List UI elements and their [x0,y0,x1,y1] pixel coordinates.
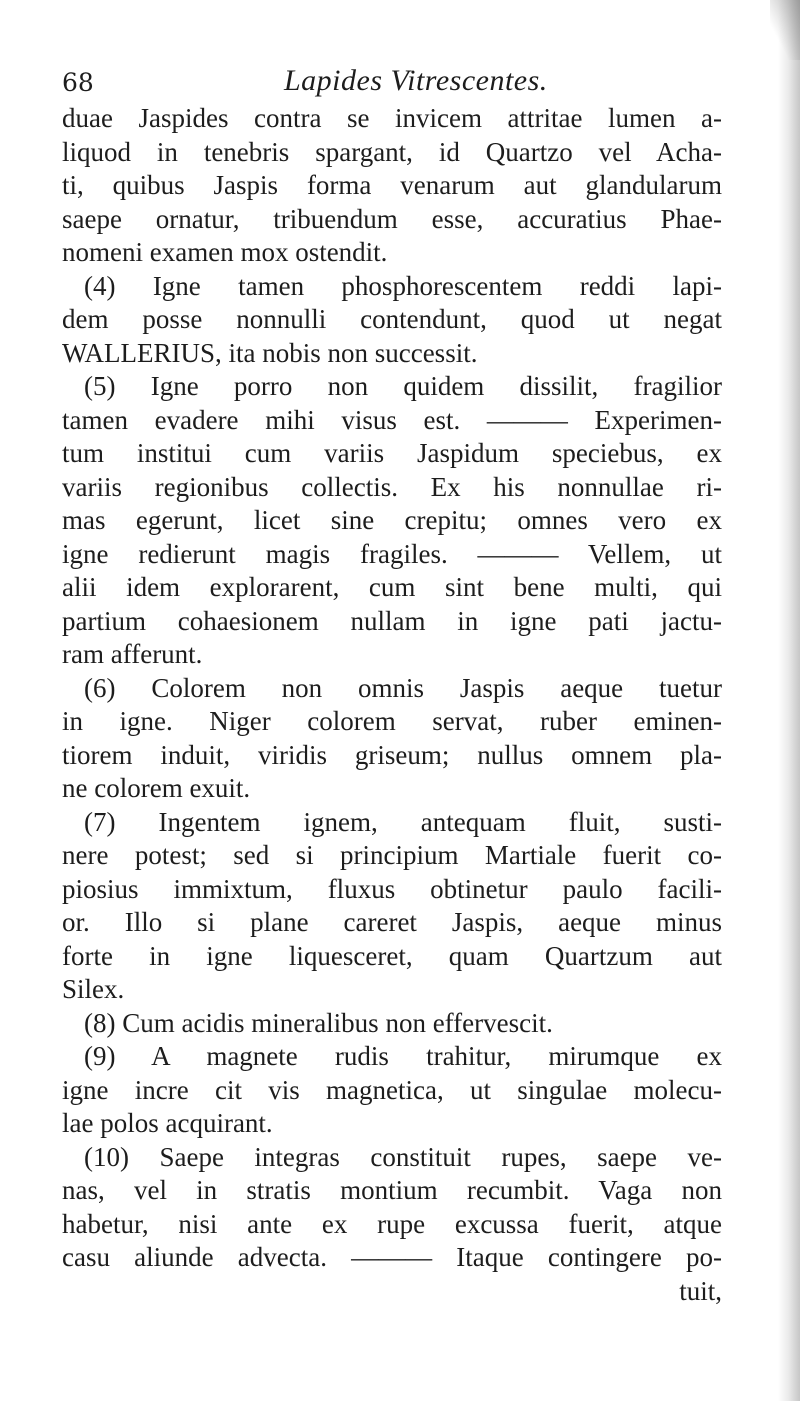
text-line: liquod in tenebris spargant, id Quartzo vel Acha- [62,136,722,167]
page-edge-shadow [778,0,800,1401]
text-line: in igne. Niger colorem servat, ruber eminen- [62,706,722,736]
page-number: 68 [62,68,94,97]
page-header [62,62,722,102]
paragraph-4-start: (4) Igne tamen phosphorescentem reddi lapi- [84,270,722,301]
text-line: tamen evadere mihi visus est. ——— Experimen- [62,404,722,435]
text-line: ne colorem exuit. [62,773,251,803]
text-line: habetur, nisi ante ex rupe excussa fuerit, atque [62,1208,722,1239]
text-line: mas egerunt, licet sine crepitu; omnes vero ex [62,505,722,535]
catchword: tuit, [679,1275,722,1306]
text-line: WALLERIUS, ita nobis non successit. [62,337,478,368]
text-line: igne incre cit vis magnetica, ut singulae molecu- [62,1074,722,1105]
text-line: tum institui cum variis Jaspidum speciebus, ex [62,438,722,468]
paragraph-7-start: (7) Ingentem ignem, antequam fluit, susti- [84,806,722,837]
text-line: piosius immixtum, fluxus obtinetur paulo facili- [62,873,722,904]
text-line: partium cohaesionem nullam in igne pati jactu- [62,605,722,636]
text-line: casu aliunde advecta. ——— Itaque contingere po- [62,1242,722,1272]
paragraph-6-start: (6) Colorem non omnis Jaspis aeque tuetur [84,672,722,703]
text-line: nere potest; sed si principium Martiale fuerit co- [62,840,722,870]
paragraph-8: (8) Cum acidis mineralibus non effervescit. [84,1007,553,1038]
paragraph-5-start: (5) Igne porro non quidem dissilit, fragilior [84,371,722,401]
running-title: Lapides Vitrescentes. [284,64,548,97]
paragraph-10-start: (10) Saepe integras constituit rupes, saepe ve- [84,1141,722,1172]
text-line: ram afferunt. [62,639,203,669]
text-line: duae Jaspides contra se invicem attritae lumen a- [62,103,722,133]
text-line: dem posse nonnulli contendunt, quod ut negat [62,304,722,334]
text-line: alii idem explorarent, cum sint bene multi, qui [62,572,722,602]
paragraph-9-start: (9) A magnete rudis trahitur, mirumque ex [84,1041,722,1071]
text-line: Silex. [62,974,125,1004]
text-line: saepe ornatur, tribuendum esse, accuratius Phae- [62,203,722,234]
text-line: nomeni examen mox ostendit. [62,237,388,267]
text-line: ti, quibus Jaspis forma venarum aut glandularum [62,170,722,200]
body-text [62,102,722,1308]
text-line: lae polos acquirant. [62,1108,273,1138]
text-line: or. Illo si plane careret Jaspis, aeque minus [62,907,722,937]
text-line: forte in igne liquesceret, quam Quartzum aut [62,940,722,971]
text-line: tiorem induit, viridis griseum; nullus omnem pla- [62,739,722,770]
text-line: variis regionibus collectis. Ex his nonnullae ri- [62,471,722,502]
text-line: igne redierunt magis fragiles. ——— Vellem, ut [62,538,722,569]
page-corner-shadow [770,0,800,60]
text-line: nas, vel in stratis montium recumbit. Vaga non [62,1175,722,1205]
